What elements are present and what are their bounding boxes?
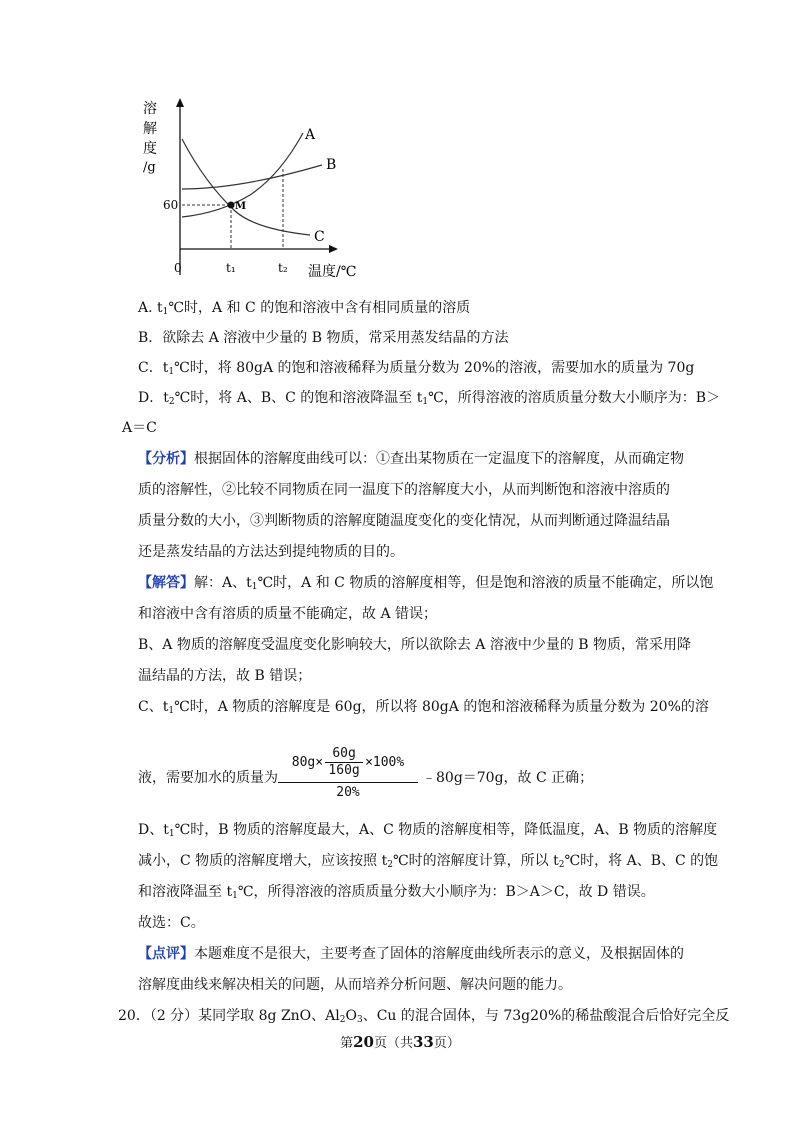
option-b: B．欲除去 A 溶液中少量的 B 物质，常采用蒸发结晶的方法 (138, 330, 509, 346)
xlabel: 温度/℃ (308, 264, 357, 280)
analysis-line-1: 【分析】根据固体的溶解度曲线可以：①查出某物质在一定温度下的溶解度，从而确定物 (138, 451, 684, 467)
series-label-c: C (314, 229, 325, 245)
answer-line-a2: 和溶液中含有溶质的质量不能确定，故 A 错误； (138, 606, 438, 622)
page-number: 20 (353, 1033, 374, 1051)
answer-line-b1: B、A 物质的溶解度受温度变化影响较大，所以欲除去 A 溶液中少量的 B 物质，常采用降 (138, 637, 692, 653)
answer-line-c2-post: ﹣80g＝70g，故 C 正确； (422, 770, 594, 786)
series-label-a: A (305, 127, 316, 143)
answer-line-d1: D、$t_1℃$时，B 物质的溶解度最大，A、C 物质的溶解度相等，降低温度，A、B 物质的溶解度 (138, 822, 718, 839)
option-c: C．$t_1℃$时，将 80gA 的饱和溶液稀释为质量分数为 20%的溶液，需要加水的质量为 70g (138, 360, 695, 377)
solubility-chart (130, 95, 370, 285)
answer-line-a1: 【解答】解：A、$t_1℃$时，A 和 C 物质的溶解度相等，但是饱和溶液的质量不能确定，所以饱 (138, 575, 714, 592)
analysis-line-2: 质的溶解性，②比较不同物质在同一温度下的溶解度大小，从而判断饱和溶液中溶质的 (138, 482, 670, 498)
option-d: D．$t_2℃$时，将 A、B、C 的饱和溶液降温至 $t_1℃$，所得溶液的溶质质量分数大小顺序为：B＞ (138, 390, 721, 407)
ylabel-char: 溶 (143, 101, 157, 117)
comment-line-2: 溶解度曲线来解决相关的问题，从而培养分析问题、解决问题的能力。 (138, 977, 572, 993)
page-total: 33 (413, 1033, 434, 1051)
question-20: 20．（2 分）某同学取 8g ZnO、$Al_2O_3$、Cu 的混合固体，与 73g20%的稀盐酸混合后恰好完全反 (118, 1008, 730, 1025)
x-tick-t1: t₁ (226, 261, 236, 275)
comment-line-1: 【点评】本题难度不是很大，主要考查了固体的溶解度曲线所表示的意义，及根据固体的 (138, 946, 684, 962)
answer-line-b2: 温结晶的方法，故 B 错误； (138, 668, 312, 684)
intersection-label: M (235, 201, 247, 212)
option-a: A. $t_1℃$时，A 和 C 的饱和溶液中含有相同质量的溶质 (138, 300, 471, 317)
x-tick-t2: t₂ (278, 261, 288, 275)
ylabel-char: 度 (143, 141, 157, 157)
answer-line-c1: C、$t_1℃$时，A 物质的溶解度是 60g，所以将 80gA 的饱和溶液稀释为质量分数为 20%的溶 (138, 699, 709, 716)
ylabel-char: 解 (143, 121, 157, 137)
ylabel-char: /g (143, 160, 156, 175)
curve-b (182, 165, 322, 189)
analysis-line-3: 质量分数的大小，③判断物质的溶解度随温度变化的变化情况，从而判断通过降温结晶 (138, 513, 670, 529)
answer-choice: 故选：C。 (138, 915, 205, 931)
page-footer: 第20页（共33页） (340, 1033, 460, 1051)
y-axis-arrow (176, 98, 184, 107)
analysis-line-4: 还是蒸发结晶的方法达到提纯物质的目的。 (138, 544, 404, 560)
fraction-denominator: 20% (336, 785, 360, 800)
answer-line-d3: 和溶液降温至 $t_1℃$，所得溶液的溶质质量分数大小顺序为：B＞A＞C，故 D 错误。 (138, 884, 655, 901)
origin-label: 0 (174, 261, 182, 275)
comment-tag: 【点评】 (138, 946, 194, 962)
answer-tag: 【解答】 (138, 575, 194, 591)
analysis-tag: 【分析】 (138, 451, 194, 467)
answer-line-c2-pre: 液，需要加水的质量为 (138, 770, 278, 786)
fraction (278, 742, 418, 803)
answer-line-d2: 减小，C 物质的溶解度增大，应该按照 $t_2℃$时的溶解度计算，所以 $t_2℃$时，将 A、B、C 的饱 (138, 853, 719, 870)
intersection-point (228, 202, 235, 209)
fraction-numerator: 80g× 60g 160g ×100% (291, 745, 405, 778)
series-label-b: B (326, 157, 337, 173)
option-d-continued: A＝C (122, 420, 157, 436)
y-tick-60: 60 (163, 198, 179, 212)
x-axis-arrow (329, 245, 338, 253)
inner-fraction: 60g 160g (325, 746, 363, 779)
